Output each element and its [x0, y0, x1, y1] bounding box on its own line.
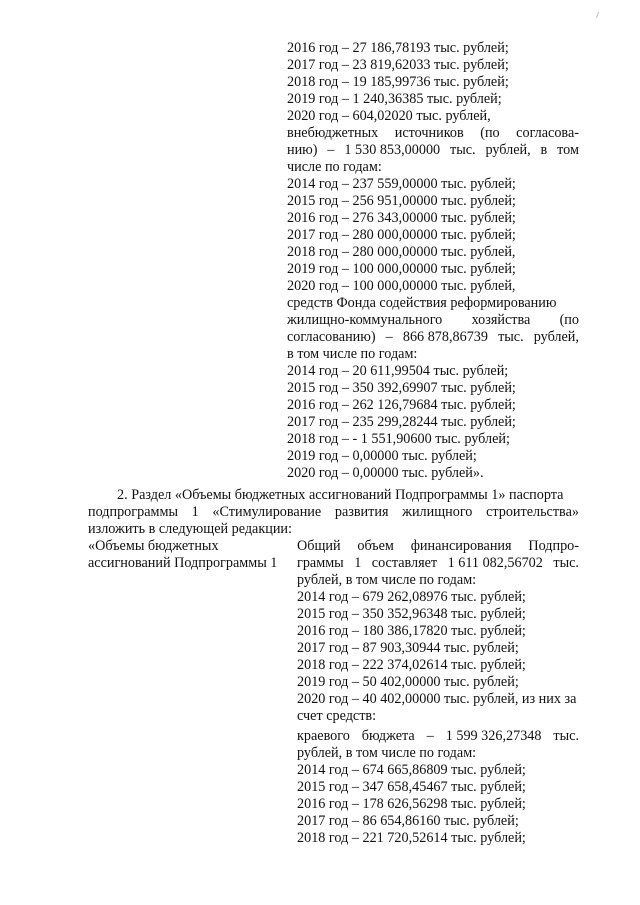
fund-year: 2017 год – 235 299,28244 тыс. рублей;	[287, 414, 516, 430]
word: Подпро-	[528, 538, 579, 554]
regional-line	[297, 728, 579, 745]
section2-line: изложить в следующей редакции:	[88, 521, 292, 537]
word: строительства»	[486, 504, 579, 520]
word: жилищно-коммунального	[287, 312, 443, 328]
regional-year: 2018 год – 221 720,52614 тыс. рублей;	[297, 830, 526, 846]
scan-mark	[596, 12, 599, 18]
table-line: рублей, в том числе по годам:	[297, 572, 477, 588]
regional-year: 2015 год – 347 658,45467 тыс. рублей;	[297, 779, 526, 795]
word: рублей,	[533, 329, 579, 345]
extrabudget-line	[287, 142, 579, 159]
extrabudget-year: 2019 год – 100 000,00000 тыс. рублей;	[287, 261, 516, 277]
extrabudget-year: 2014 год – 237 559,00000 тыс. рублей;	[287, 176, 516, 192]
table-line	[297, 538, 579, 555]
fund-year: 2020 год – 0,00000 тыс. рублей».	[287, 465, 484, 481]
word: тыс.	[498, 329, 524, 345]
word: объем	[357, 538, 394, 554]
word: –	[327, 142, 335, 158]
word: хозяйства	[471, 312, 531, 328]
table-year: 2014 год – 679 262,08976 тыс. рублей;	[297, 589, 526, 605]
table-label: «Объемы бюджетных	[88, 538, 219, 554]
fund-line	[287, 329, 579, 346]
word: 866 878,86739	[402, 329, 488, 345]
word: финансирования	[410, 538, 512, 554]
extrabudget-line	[287, 125, 579, 142]
section2-line: 2. Раздел «Объемы бюджетных ассигнований Подпрограммы 1» паспорта	[117, 487, 564, 503]
word: 1 530 853,00000	[344, 142, 441, 158]
word: граммы	[297, 555, 344, 571]
table-line: счет средств:	[297, 708, 377, 724]
extrabudget-year: 2018 год – 280 000,00000 тыс. рублей,	[287, 244, 516, 260]
regional-year: 2014 год – 674 665,86809 тыс. рублей;	[297, 762, 526, 778]
word: нию)	[287, 142, 318, 158]
fund-year: 2015 год – 350 392,69907 тыс. рублей;	[287, 380, 516, 396]
word: 1 611 082,56702	[447, 555, 543, 571]
table-year: 2017 год – 87 903,30944 тыс. рублей;	[297, 640, 519, 656]
extrabudget-year: 2016 год – 276 343,00000 тыс. рублей;	[287, 210, 516, 226]
fund-year: 2014 год – 20 611,99504 тыс. рублей;	[287, 363, 509, 379]
fund-line: средств Фонда содействия реформированию	[287, 295, 557, 311]
word: –	[426, 728, 434, 744]
top-list-item: 2018 год – 19 185,99736 тыс. рублей;	[287, 74, 509, 90]
word: –	[385, 329, 393, 345]
top-list-item: 2019 год – 1 240,36385 тыс. рублей;	[287, 91, 502, 107]
word: в	[540, 142, 548, 158]
table-line	[297, 555, 579, 572]
word: 1 599 326,27348	[445, 728, 542, 744]
fund-line: в том числе по годам:	[287, 346, 418, 362]
word: «Стимулирование	[212, 504, 322, 520]
extrabudget-year: 2015 год – 256 951,00000 тыс. рублей;	[287, 193, 516, 209]
word: тыс.	[450, 142, 476, 158]
word: составляет	[371, 555, 438, 571]
extrabudget-year: 2017 год – 280 000,00000 тыс. рублей;	[287, 227, 516, 243]
fund-year: 2018 год – - 1 551,90600 тыс. рублей;	[287, 431, 510, 447]
word: 1	[354, 555, 362, 571]
word: согласованию)	[287, 329, 376, 345]
regional-year: 2017 год – 86 654,86160 тыс. рублей;	[297, 813, 519, 829]
fund-year: 2019 год – 0,00000 тыс. рублей;	[287, 448, 477, 464]
word: согласова-	[516, 125, 579, 141]
word: подпрограммы	[88, 504, 178, 520]
fund-year: 2016 год – 262 126,79684 тыс. рублей;	[287, 397, 516, 413]
word: рублей,	[485, 142, 531, 158]
section2-line	[88, 504, 579, 521]
word: (по	[559, 312, 579, 328]
top-list-item: 2016 год – 27 186,78193 тыс. рублей;	[287, 40, 509, 56]
word: 1	[191, 504, 199, 520]
extrabudget-year: 2020 год – 100 000,00000 тыс. рублей,	[287, 278, 516, 294]
table-year: 2020 год – 40 402,00000 тыс. рублей, из них за	[297, 691, 577, 707]
word: жилищного	[402, 504, 473, 520]
table-year: 2015 год – 350 352,96348 тыс. рублей;	[297, 606, 526, 622]
table-label: ассигнований Подпрограммы 1	[88, 555, 278, 571]
word: бюджета	[361, 728, 415, 744]
regional-year: 2016 год – 178 626,56298 тыс. рублей;	[297, 796, 526, 812]
table-year: 2016 год – 180 386,17820 тыс. рублей;	[297, 623, 526, 639]
word: краевого	[297, 728, 350, 744]
word: развития	[334, 504, 389, 520]
fund-line	[287, 312, 579, 329]
top-list-item: 2017 год – 23 819,62033 тыс. рублей;	[287, 57, 509, 73]
table-year: 2018 год – 222 374,02614 тыс. рублей;	[297, 657, 526, 673]
top-list-item: 2020 год – 604,02020 тыс. рублей,	[287, 108, 491, 124]
extrabudget-line: числе по годам:	[287, 159, 382, 175]
regional-line: рублей, в том числе по годам:	[297, 745, 477, 761]
word: источников	[394, 125, 464, 141]
word: тыс.	[553, 555, 579, 571]
table-year: 2019 год – 50 402,00000 тыс. рублей;	[297, 674, 519, 690]
word: внебюджетных	[287, 125, 379, 141]
word: тыс.	[553, 728, 579, 744]
word: Общий	[297, 538, 341, 554]
word: (по	[480, 125, 500, 141]
word: том	[557, 142, 579, 158]
